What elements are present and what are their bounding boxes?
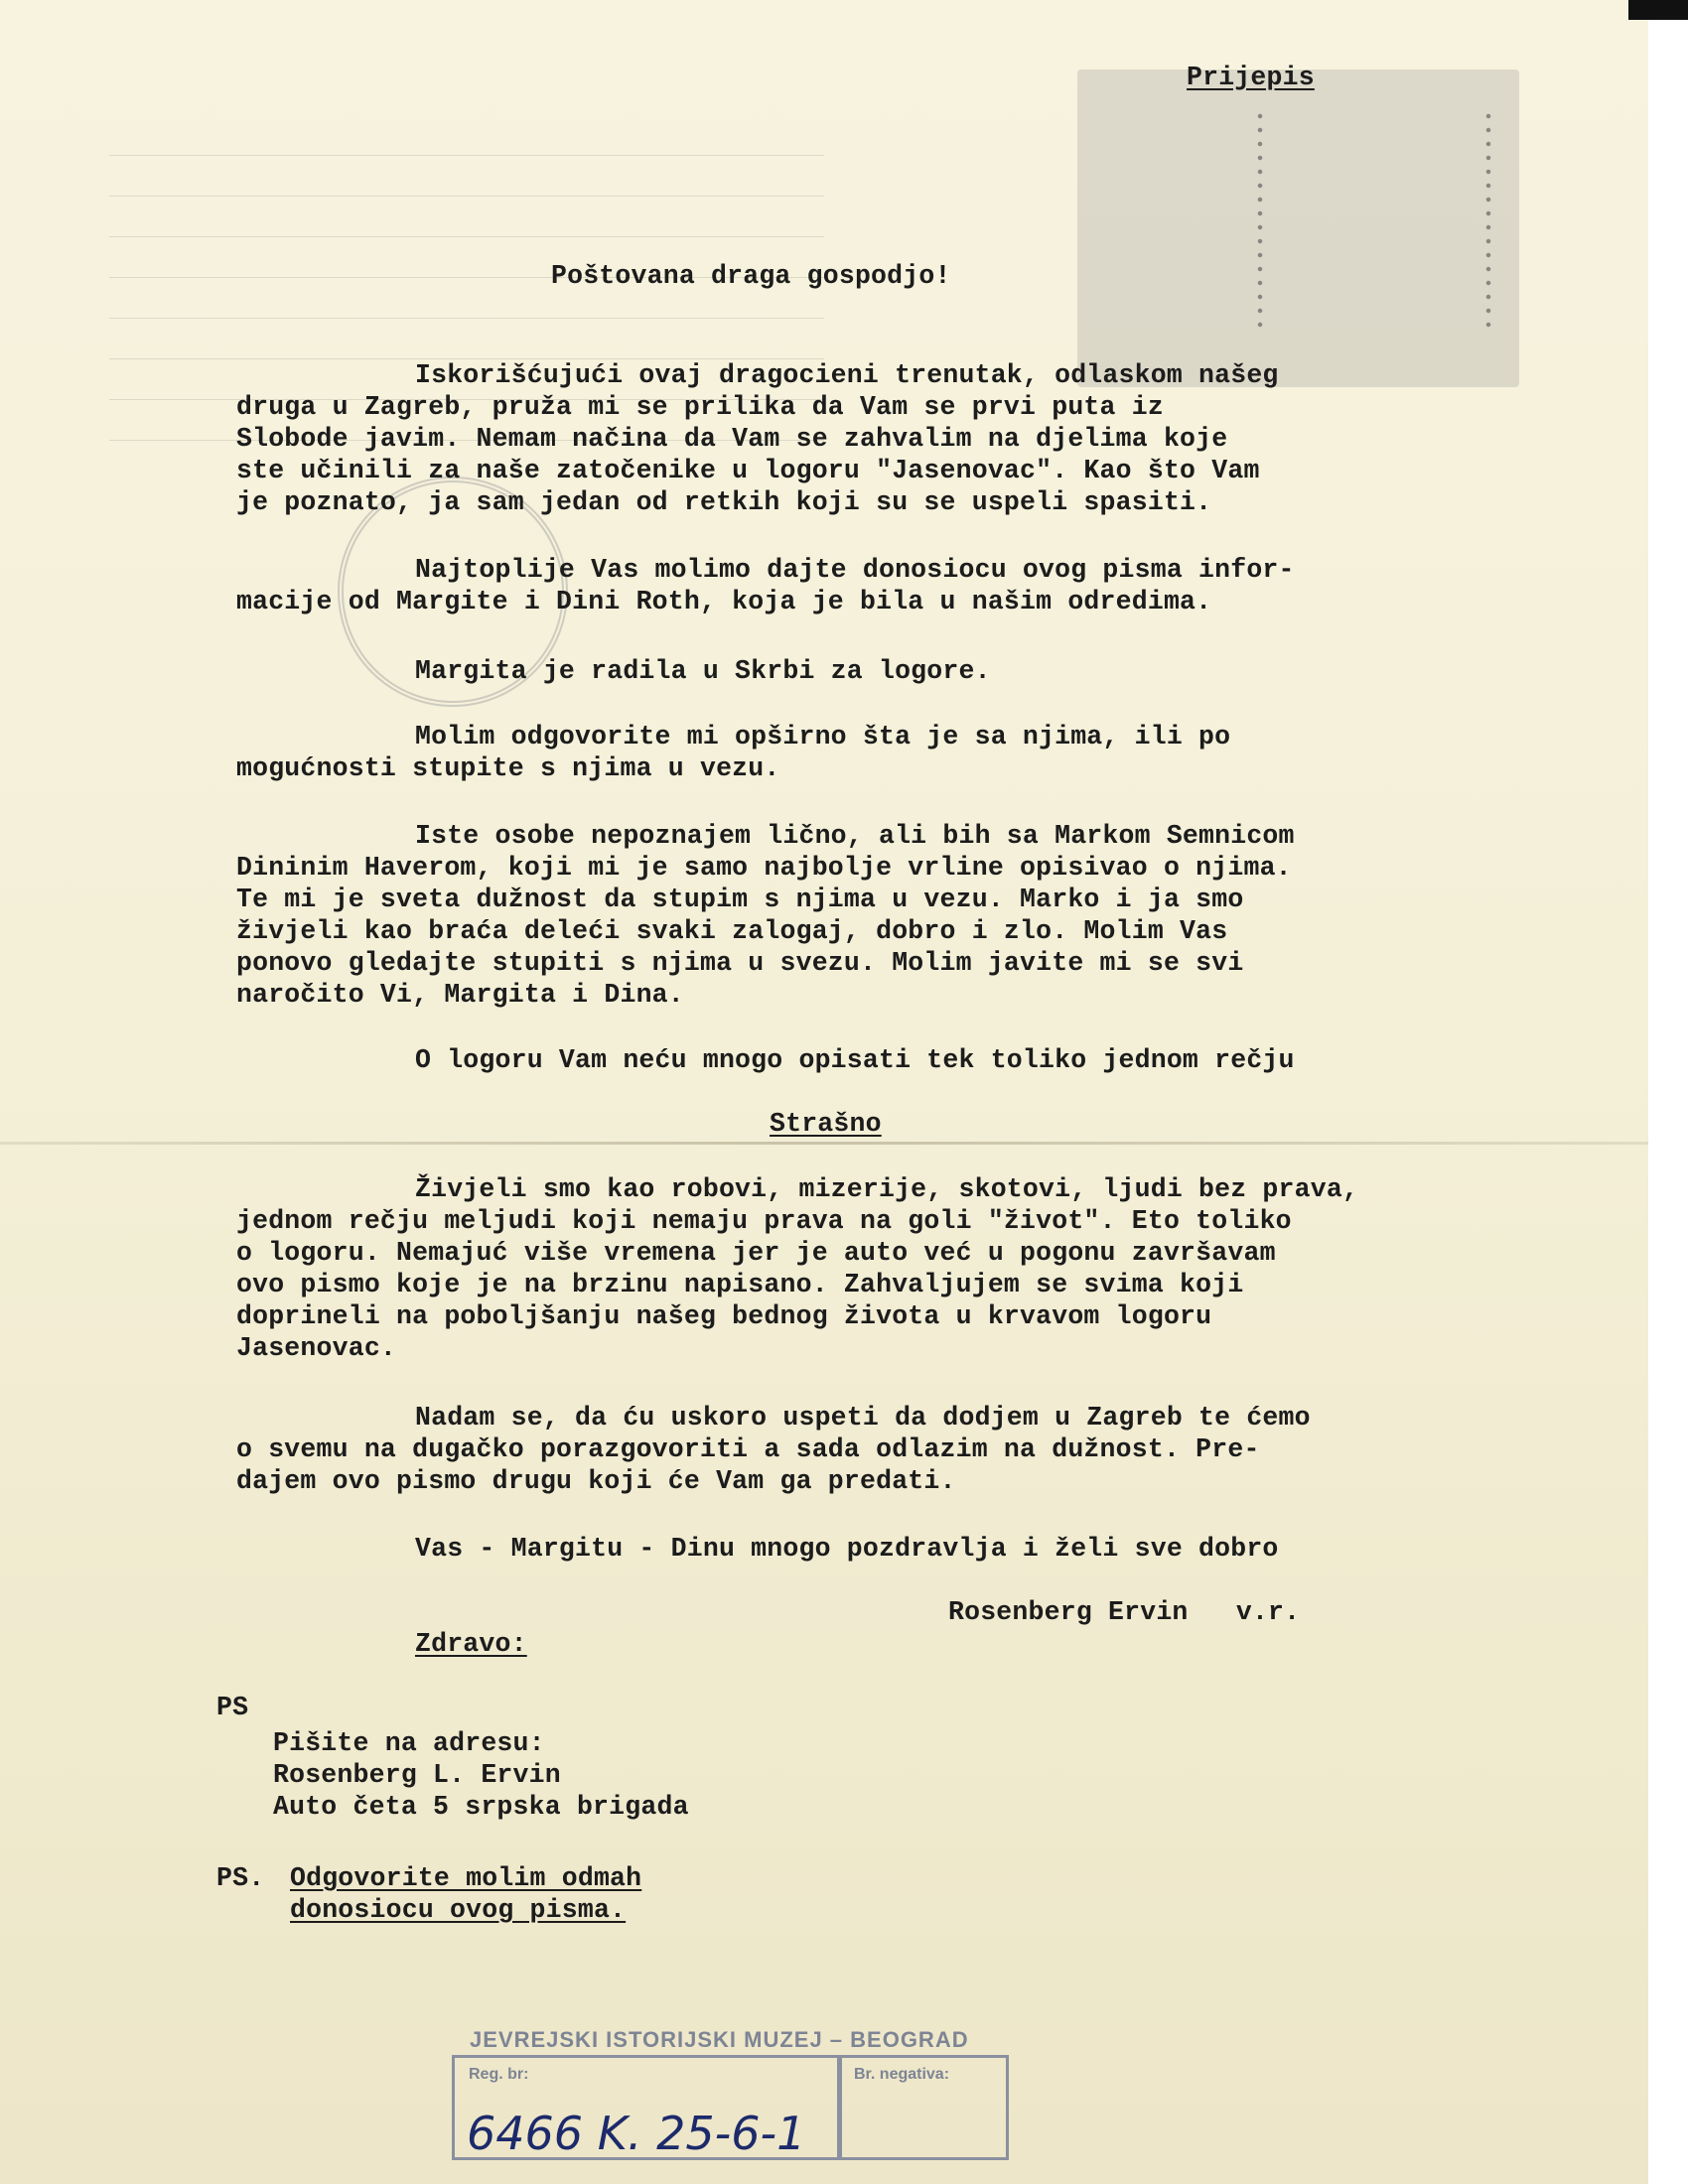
handwritten-registry-number: 6466 K. 25-6-1 [467,2107,806,2160]
stamp-neg-box [839,2055,1009,2160]
p2-line1: Najtoplije Vas molimo dajte donosiocu ovog pisma infor- [415,555,1295,585]
ps2-line1: Odgovorite molim odmah [290,1863,642,1893]
ps1-line1: Pišite na adresu: [273,1728,545,1758]
paper-fold [0,1142,1648,1145]
ps2-line2: donosiocu ovog pisma. [290,1895,627,1925]
p1-line4: ste učinili za naše zatočenike u logoru "Jasenovac". Kao što Vam [236,456,1260,485]
p5-line2: Dininim Haverom, koji mi je samo najbolje vrline opisivao o njima. [236,853,1292,883]
p2-line2: macije od Margite i Dini Roth, koja je bila u našim odredima. [236,587,1212,616]
salutation: Poštovana draga gospodjo! [551,261,951,291]
photo-bleed-through [1077,69,1519,387]
signature: Rosenberg Ervin v.r. [948,1597,1301,1627]
emphasis-word: Strašno [770,1109,882,1139]
p7-line3: o logoru. Nemajuć više vremena jer je auto već u pogonu završavam [236,1238,1276,1268]
perforation-left [1256,109,1264,328]
p8-line3: dajem ovo pismo drugu koji će Vam ga predati. [236,1466,956,1496]
p5-line3: Te mi je sveta dužnost da stupim s njima u vezu. Marko i ja smo [236,885,1244,914]
p8-line2: o svemu na dugačko porazgovoriti a sada odlazim na dužnost. Pre- [236,1434,1260,1464]
ps2-label: PS. [216,1863,265,1893]
document-title: Prijepis [1187,63,1315,92]
closing: Zdravo: [415,1629,527,1659]
p7-line4: ovo pismo koje je na brzinu napisano. Zahvaljujem se svima koji [236,1270,1244,1299]
p1-line3: Slobode javim. Nemam načina da Vam se zahvalim na djelima koje [236,424,1228,454]
p5-line6: naročito Vi, Margita i Dina. [236,980,684,1010]
p6-line: O logoru Vam neću mnogo opisati tek toliko jednom rečju [415,1045,1295,1075]
ps1-line3: Auto četa 5 srpska brigada [273,1792,689,1822]
p7-line6: Jasenovac. [236,1333,397,1363]
p9-line: Vas - Margitu - Dinu mnogo pozdravlja i želi sve dobro [415,1534,1279,1564]
p4-line1: Molim odgovorite mi opširno šta je sa njima, ili po [415,722,1231,751]
p5-line1: Iste osobe nepoznajem lično, ali bih sa Markom Semnicom [415,821,1295,851]
p1-line2: druga u Zagreb, pruža mi se prilika da Vam se prvi puta iz [236,392,1164,422]
scan-corner [1628,0,1688,20]
ps1-label: PS [216,1693,249,1722]
p8-line1: Nadam se, da ću uskoro uspeti da dodjem u Zagreb te ćemo [415,1403,1311,1433]
stamp-neg-label: Br. negativa: [854,2066,950,2083]
p4-line2: mogućnosti stupite s njima u vezu. [236,753,780,783]
ps1-line2: Rosenberg L. Ervin [273,1760,561,1790]
p7-line1: Živjeli smo kao robovi, mizerije, skotovi, ljudi bez prava, [415,1174,1359,1204]
p5-line5: ponovo gledajte stupiti s njima u svezu. Molim javite mi se svi [236,948,1244,978]
p1-line5: je poznato, ja sam jedan od retkih koji su se uspeli spasiti. [236,487,1212,517]
perforation-right [1484,109,1492,328]
stamp-header: JEVREJSKI ISTORIJSKI MUZEJ – BEOGRAD [470,2027,969,2052]
p1-line1: Iskorišćujući ovaj dragocieni trenutak, odlaskom našeg [415,360,1279,390]
p5-line4: živjeli kao braća deleći svaki zalogaj, dobro i zlo. Molim Vas [236,916,1228,946]
stamp-reg-label: Reg. br: [469,2066,529,2083]
p3-line: Margita je radila u Skrbi za logore. [415,656,991,686]
p7-line5: doprineli na poboljšanju našeg bednog života u krvavom logoru [236,1301,1212,1331]
p7-line2: jednom rečju meljudi koji nemaju prava na goli "život". Eto toliko [236,1206,1292,1236]
scan-margin [1648,0,1688,2184]
